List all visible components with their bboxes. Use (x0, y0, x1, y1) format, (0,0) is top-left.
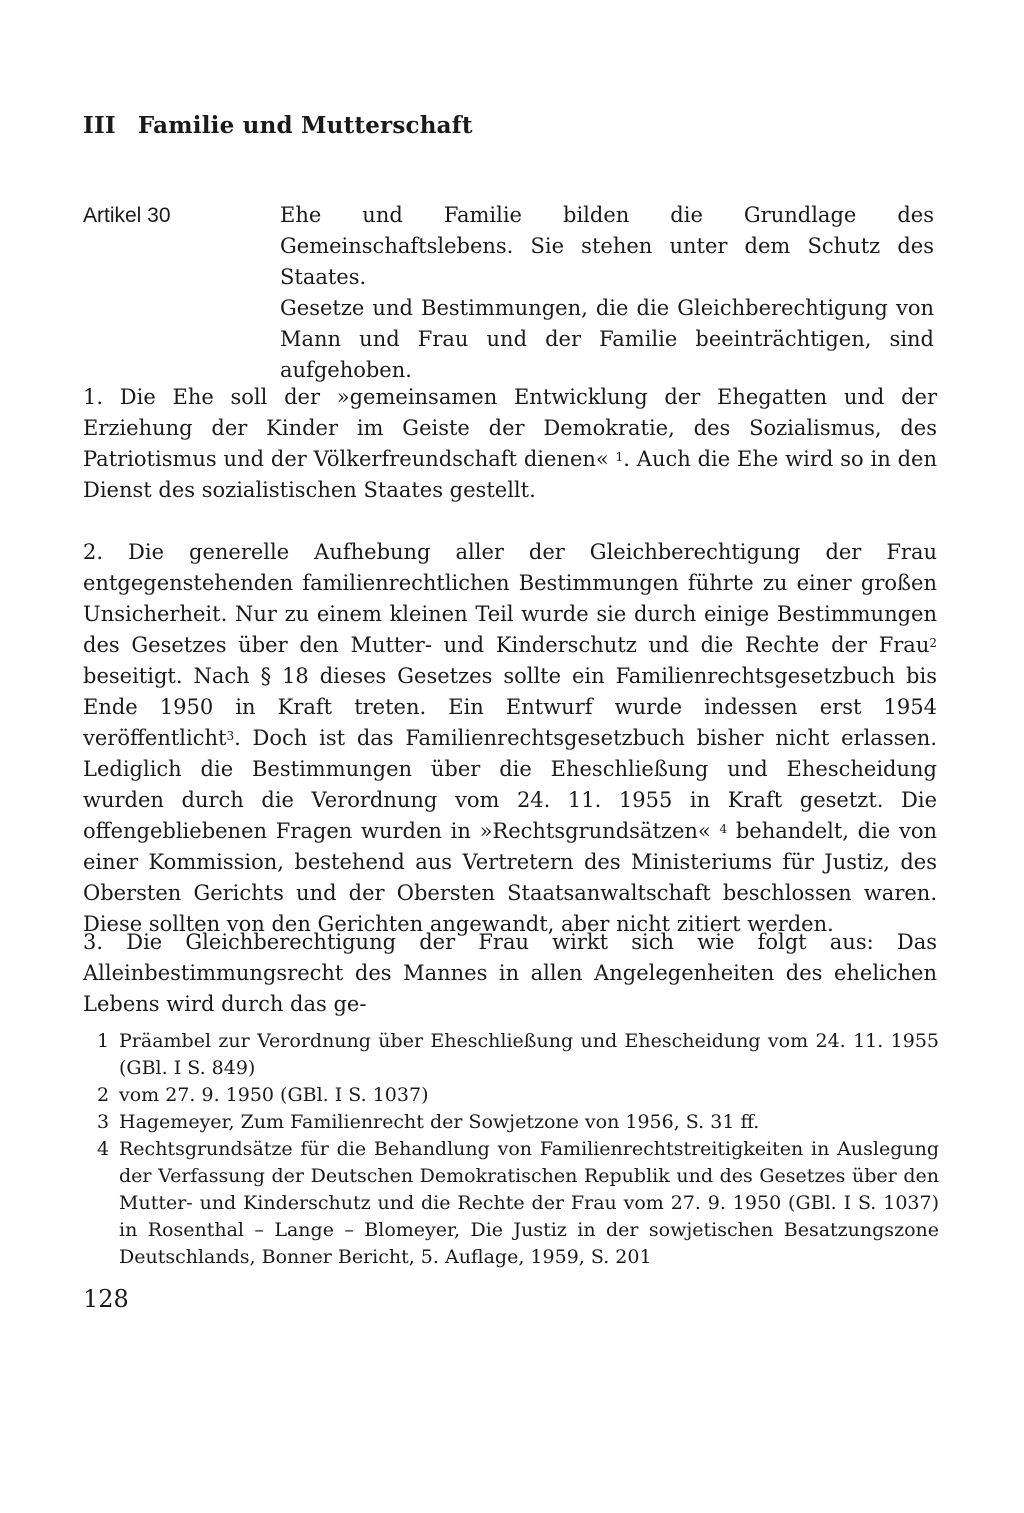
commentary-paragraph-2 (83, 537, 937, 940)
footnote-text: Hagemeyer, Zum Familienrecht der Sowjetzone von 1956, S. 31 ff. (119, 1111, 760, 1133)
article-paragraph: Ehe und Familie bilden die Grundlage des Gemeinschaftslebens. Sie stehen unter dem Schutz des Staates. (280, 203, 934, 289)
page-number: 128 (83, 1285, 129, 1313)
footnote-item (97, 1028, 939, 1082)
paragraph-text: behandelt, die von einer Kommission, bestehend aus Vertretern des Ministeriums für Justiz, des Obersten Gerichts und der Obersten Staatsanwaltschaft beschlossen waren. Diese sollten von den Gerichten angewandt, aber nicht zitiert werden. (83, 819, 938, 936)
paragraph-text: 1. Die Ehe soll der »gemeinsamen Entwicklung der Ehegatten und der Erziehung der Kinder im Geiste der Demokratie, des Sozialismus, des Patriotismus und der Völkerfreundschaft dienen« (83, 385, 937, 471)
commentary-paragraph-1 (83, 382, 937, 506)
footnote-number: 2 (97, 1084, 110, 1106)
article-text (280, 200, 934, 386)
footnotes-list (97, 1028, 939, 1271)
footnote-text: Rechtsgrundsätze für die Behandlung von Familienrechtstreitigkeiten in Auslegung der Verfassung der Deutschen Demokratischen Republik und des Gesetzes über den Mutter- und Kinderschutz und die Rechte der Frau vom 27. 9. 1950 (GBl. I S. 1037) in Rosenthal – Lange – Blomeyer, Die Justiz in der sowjetischen Besatzungszone Deutschlands, Bonner Bericht, 5. Auflage, 1959, S. 201 (119, 1138, 939, 1268)
commentary-paragraph-3: 3. Die Gleichberechtigung der Frau wirkt sich wie folgt aus: Das Alleinbestimmungsrecht des Mannes in allen Angelegenheiten des ehelichen Lebens wird durch das ge- (83, 930, 937, 1016)
footnote-ref: 3 (226, 729, 235, 743)
footnote-item (97, 1109, 939, 1136)
footnote-text: vom 27. 9. 1950 (GBl. I S. 1037) (119, 1084, 429, 1106)
footnote-ref: 4 (719, 822, 728, 836)
section-number: III (83, 112, 116, 139)
paragraph-text: beseitigt. Nach § 18 dieses Gesetzes sollte ein Familienrechtsgesetzbuch bis Ende 1950 in Kraft treten. Ein Entwurf wurde indessen erst 1954 veröffentlicht (83, 664, 937, 750)
footnote-item (97, 1136, 939, 1271)
paragraph-text: 2. Die generelle Aufhebung aller der Gleichberechtigung der Frau entgegenstehenden familienrechtlichen Bestimmungen führte zu einer großen Unsicherheit. Nur zu einem kleinen Teil wurde sie durch einige Bestimmungen des Gesetzes über den Mutter- und Kinderschutz und die Rechte der Frau (83, 540, 937, 657)
footnote-number: 1 (97, 1030, 110, 1052)
article-label: Artikel 30 (83, 204, 171, 227)
footnote-ref: 1 (615, 450, 624, 464)
footnote-ref: 2 (929, 636, 937, 650)
footnote-number: 3 (97, 1111, 110, 1133)
footnote-text: Präambel zur Verordnung über Eheschließung und Ehescheidung vom 24. 11. 1955 (GBl. I S. 849) (119, 1030, 939, 1079)
paragraph-text: . Doch ist das Familienrechtsgesetzbuch bisher nicht erlassen. Lediglich die Bestimmungen über die Eheschließung und Ehescheidung wurden durch die Verordnung vom 24. 11. 1955 in Kraft gesetzt. Die offengebliebenen Fragen wurden in »Rechtsgrundsätzen« (83, 726, 937, 843)
footnote-number: 4 (97, 1138, 110, 1160)
footnote-item (97, 1082, 939, 1109)
article-paragraph: Gesetze und Bestimmungen, die die Gleichberechtigung von Mann und Frau und der Familie beeinträchtigen, sind aufgehoben. (280, 296, 934, 382)
paragraph-text: . Auch die Ehe wird so in den Dienst des sozialistischen Staates gestellt. (83, 447, 937, 502)
section-heading (83, 112, 473, 139)
section-title: Familie und Mutterschaft (137, 112, 473, 139)
